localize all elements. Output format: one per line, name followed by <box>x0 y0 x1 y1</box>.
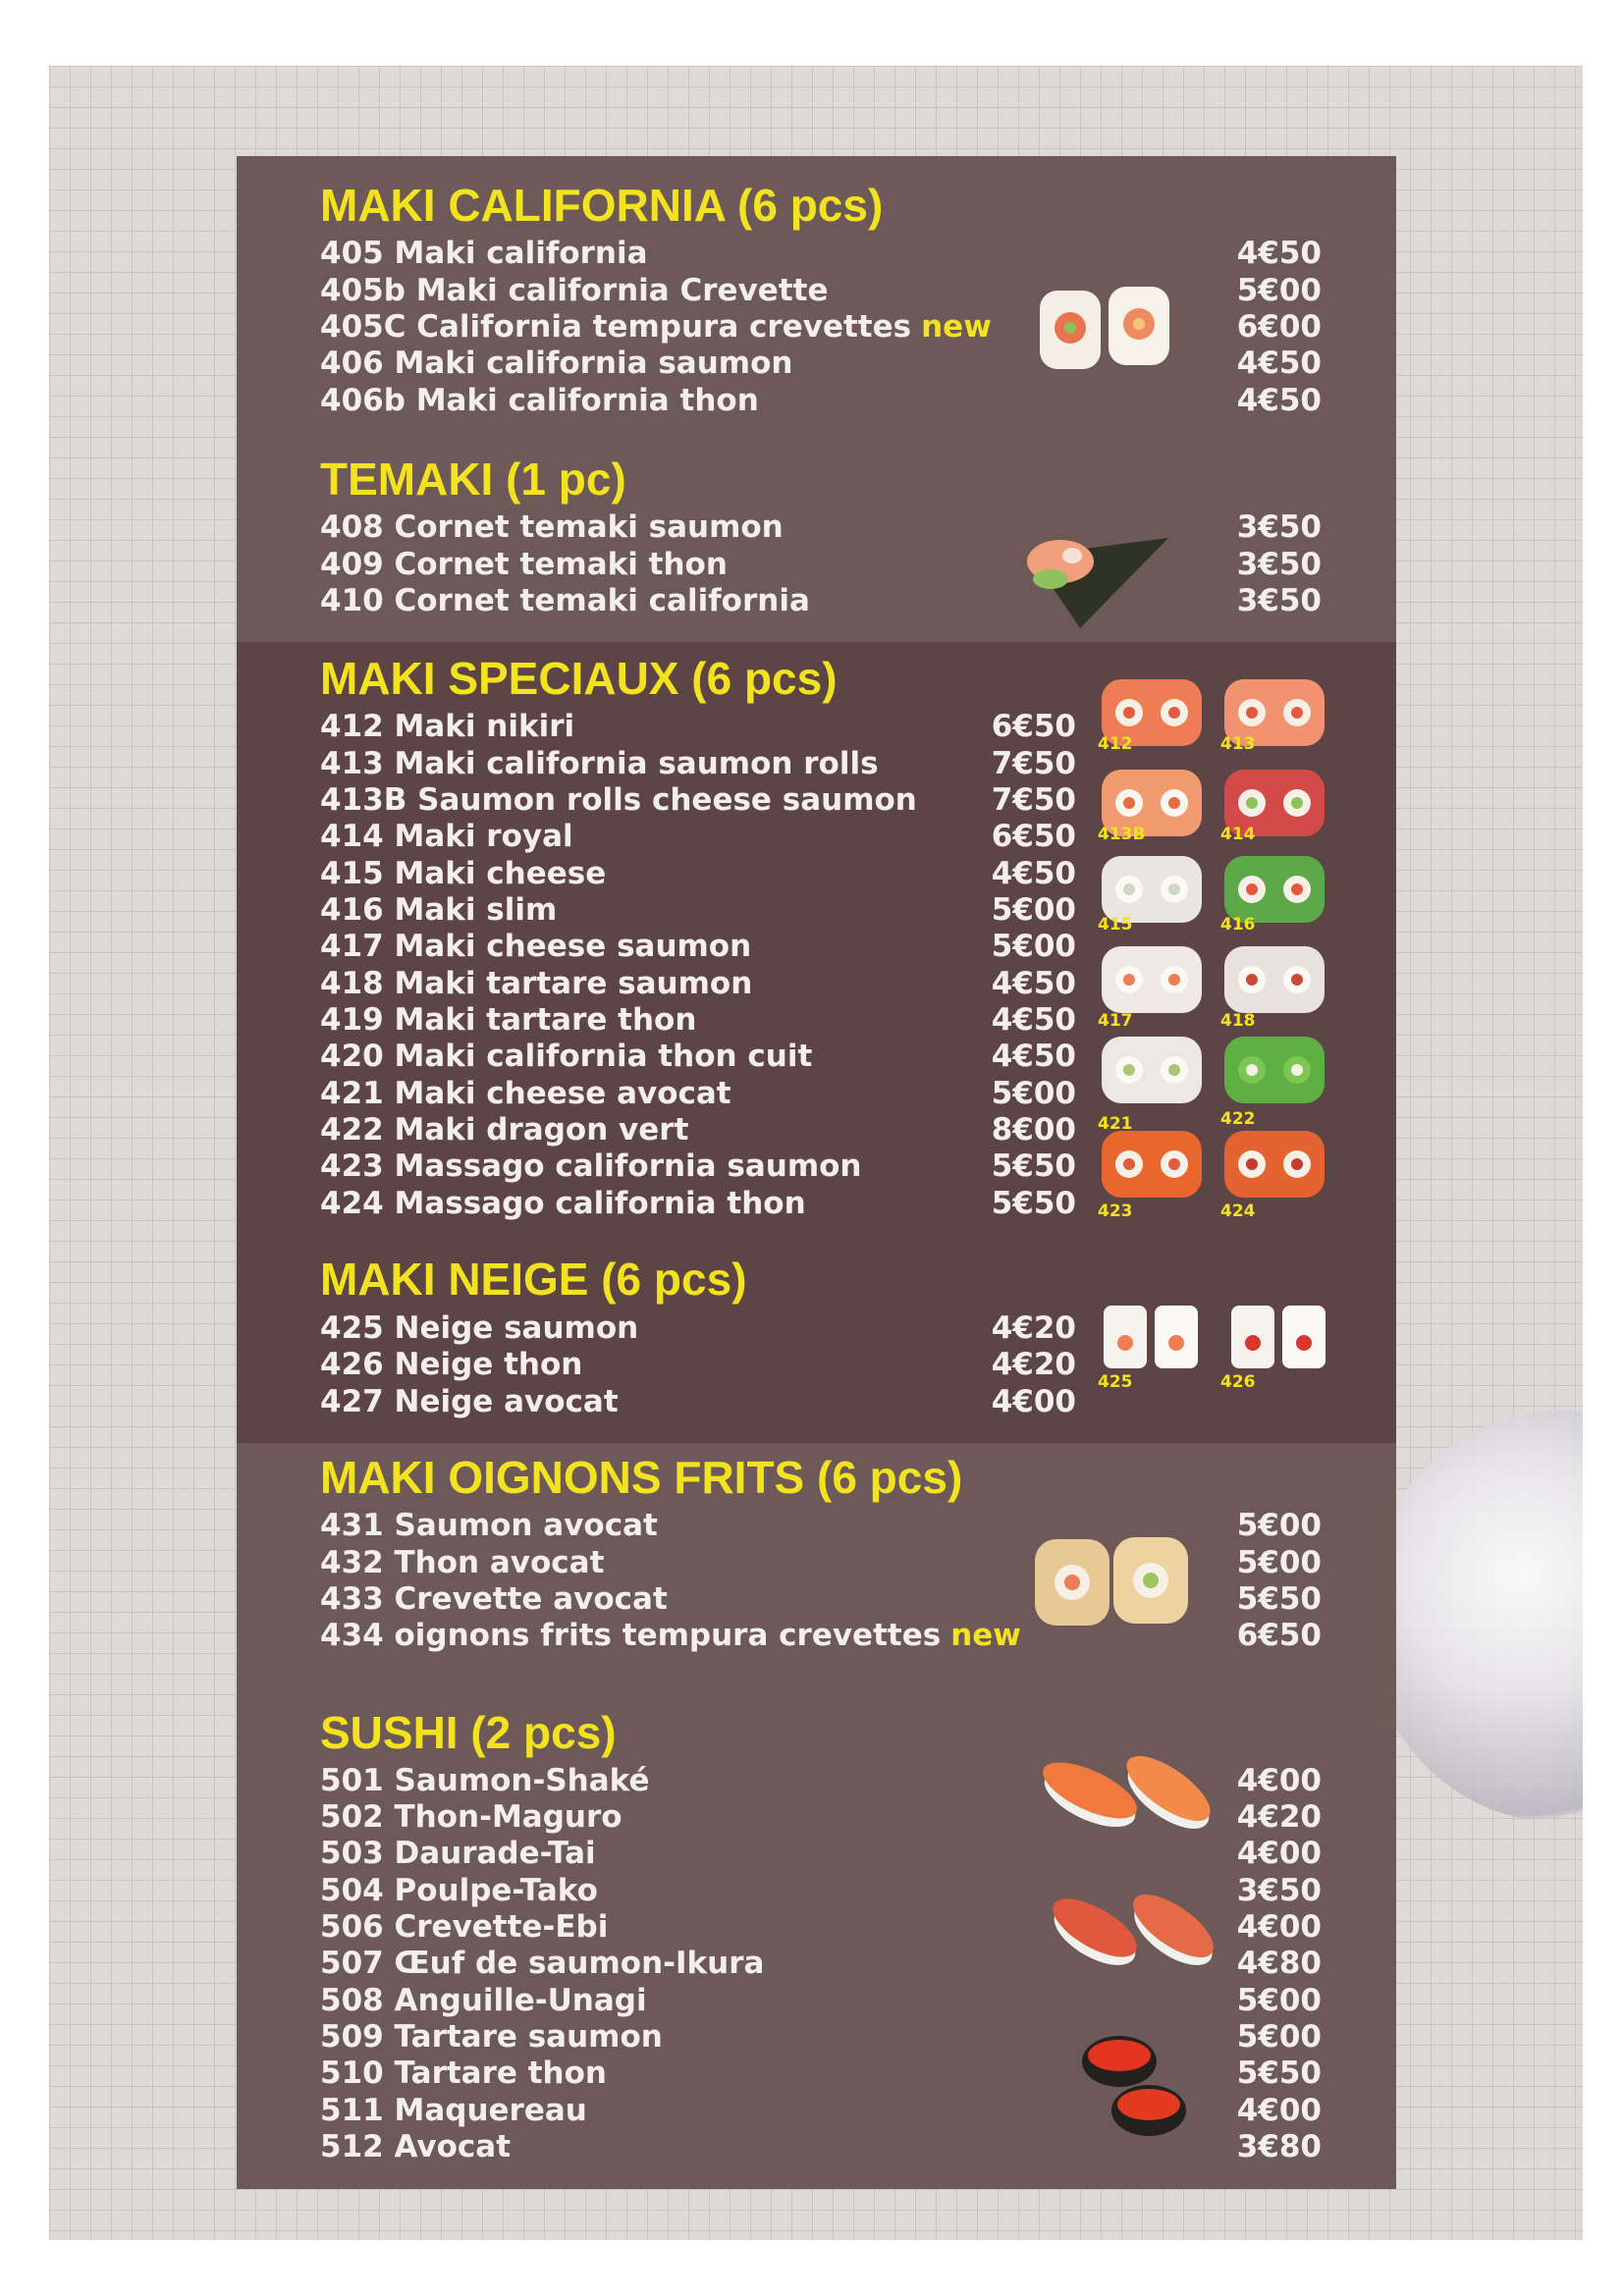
item-name: 508 Anguille-Unagi <box>320 1983 647 2018</box>
maki-photo-423 <box>1098 1125 1206 1203</box>
item-price: 5€00 <box>1236 273 1322 308</box>
item-price: 3€50 <box>1236 583 1322 618</box>
maki-photo-421 <box>1098 1031 1206 1109</box>
item-name: 410 Cornet temaki california <box>320 583 810 618</box>
item-price: 5€50 <box>1236 1581 1322 1617</box>
item-price: 5€00 <box>1236 1983 1322 2018</box>
item-price: 4€50 <box>991 1002 1076 1038</box>
menu-item <box>320 746 1076 781</box>
item-name: 506 Crevette-Ebi <box>320 1909 609 1945</box>
menu-item <box>320 782 1076 818</box>
item-price: 4€00 <box>1236 1836 1322 1871</box>
photo-tag: 416 <box>1220 915 1256 934</box>
item-name: 405 Maki california <box>320 236 648 271</box>
item-price: 3€50 <box>1236 509 1322 545</box>
menu-item <box>320 709 1076 744</box>
item-price: 5€00 <box>1236 1508 1322 1543</box>
menu-item <box>320 383 1322 418</box>
item-name: 417 Maki cheese saumon <box>320 929 752 964</box>
photo-tag: 425 <box>1098 1372 1133 1392</box>
item-price: 5€50 <box>1236 2056 1322 2091</box>
item-name: 502 Thon-Maguro <box>320 1799 622 1835</box>
menu-item <box>320 966 1076 1001</box>
sushi-ikura-photo <box>1070 2022 1198 2150</box>
photo-tag: 421 <box>1098 1114 1133 1134</box>
section-title-temaki: TEMAKI (1 pc) <box>320 454 626 505</box>
maki-photo-417 <box>1098 940 1206 1019</box>
section-title-maki-neige: MAKI NEIGE (6 pcs) <box>320 1254 747 1305</box>
item-price: 4€00 <box>991 1384 1076 1419</box>
item-price: 6€50 <box>991 819 1076 854</box>
section-title-maki-california: MAKI CALIFORNIA (6 pcs) <box>320 180 884 231</box>
item-price: 8€00 <box>991 1112 1076 1148</box>
item-name: 422 Maki dragon vert <box>320 1112 689 1148</box>
item-price: 7€50 <box>991 746 1076 781</box>
menu-item <box>320 236 1322 271</box>
maki-california-photo <box>1036 281 1173 375</box>
section-title-sushi: SUSHI (2 pcs) <box>320 1707 617 1758</box>
photo-tag: 418 <box>1220 1011 1256 1031</box>
item-price: 7€50 <box>991 782 1076 818</box>
item-price: 6€50 <box>991 709 1076 744</box>
item-price: 4€50 <box>991 966 1076 1001</box>
item-name: 406 Maki california saumon <box>320 346 793 381</box>
item-price: 5€00 <box>1236 1545 1322 1580</box>
item-price: 5€50 <box>991 1186 1076 1221</box>
maki-photo-424 <box>1220 1125 1328 1203</box>
photo-tag: 413 <box>1220 734 1256 754</box>
item-price: 5€00 <box>991 1076 1076 1111</box>
item-name: 414 Maki royal <box>320 819 573 854</box>
item-name: 416 Maki slim <box>320 892 558 928</box>
menu-item <box>320 1002 1076 1038</box>
item-name: 427 Neige avocat <box>320 1384 619 1419</box>
item-name: 421 Maki cheese avocat <box>320 1076 731 1111</box>
photo-tag: 424 <box>1220 1201 1256 1221</box>
item-name: 415 Maki cheese <box>320 856 607 891</box>
item-name: 433 Crevette avocat <box>320 1581 668 1617</box>
menu-item <box>320 929 1076 964</box>
item-name: 432 Thon avocat <box>320 1545 605 1580</box>
item-price: 4€50 <box>1236 346 1322 381</box>
item-name: 503 Daurade-Tai <box>320 1836 596 1871</box>
item-name: 408 Cornet temaki saumon <box>320 509 784 545</box>
photo-tag: 414 <box>1220 825 1256 844</box>
item-name: 431 Saumon avocat <box>320 1508 658 1543</box>
item-name: 434 oignons frits tempura crevettes new <box>320 1618 1021 1653</box>
maki-photo-418 <box>1220 940 1328 1019</box>
item-name: 509 Tartare saumon <box>320 2019 663 2055</box>
item-price: 4€50 <box>1236 236 1322 271</box>
menu-item <box>320 1310 1076 1346</box>
item-name: 425 Neige saumon <box>320 1310 639 1346</box>
item-name: 420 Maki california thon cuit <box>320 1039 813 1074</box>
photo-tag: 412 <box>1098 734 1133 754</box>
item-name: 406b Maki california thon <box>320 383 759 418</box>
item-price: 4€50 <box>991 856 1076 891</box>
item-price: 3€50 <box>1236 1873 1322 1908</box>
maki-neige-photo-425 <box>1098 1298 1206 1376</box>
item-name: 512 Avocat <box>320 2129 512 2164</box>
item-price: 4€00 <box>1236 2093 1322 2128</box>
item-name: 405b Maki california Crevette <box>320 273 829 308</box>
decorative-bowl-image <box>1365 1411 1583 1823</box>
item-name: 511 Maquereau <box>320 2093 587 2128</box>
item-name: 405C California tempura crevettes new <box>320 309 992 345</box>
item-price: 4€80 <box>1236 1946 1322 1981</box>
item-name: 507 Œuf de saumon-Ikura <box>320 1946 765 1981</box>
item-price: 4€50 <box>991 1039 1076 1074</box>
menu-item <box>320 1983 1322 2018</box>
item-price: 3€50 <box>1236 547 1322 582</box>
menu-item <box>320 1039 1076 1074</box>
menu-item <box>320 1186 1076 1221</box>
item-price: 6€50 <box>1236 1618 1322 1653</box>
maki-oignons-photo <box>1031 1531 1193 1629</box>
sushi-tuna-photo <box>1041 1885 1227 1983</box>
item-name: 424 Massago california thon <box>320 1186 806 1221</box>
item-price: 5€00 <box>1236 2019 1322 2055</box>
item-name: 412 Maki nikiri <box>320 709 575 744</box>
photo-tag: 415 <box>1098 915 1133 934</box>
item-name: 418 Maki tartare saumon <box>320 966 753 1001</box>
menu-item <box>320 1112 1076 1148</box>
new-badge: new <box>921 309 992 345</box>
maki-neige-photo-426 <box>1225 1298 1333 1376</box>
menu-item <box>320 1384 1076 1419</box>
menu-item <box>320 1148 1076 1184</box>
menu-item <box>320 892 1076 928</box>
section-title-maki-oignons-frits: MAKI OIGNONS FRITS (6 pcs) <box>320 1452 963 1503</box>
menu-item <box>320 856 1076 891</box>
photo-tag: 426 <box>1220 1372 1256 1392</box>
menu-item <box>320 819 1076 854</box>
item-name: 501 Saumon-Shaké <box>320 1763 650 1798</box>
item-name: 504 Poulpe-Tako <box>320 1873 598 1908</box>
item-price: 5€00 <box>991 929 1076 964</box>
item-name: 413B Saumon rolls cheese saumon <box>320 782 917 818</box>
item-price: 5€50 <box>991 1148 1076 1184</box>
item-name: 426 Neige thon <box>320 1347 583 1382</box>
section-title-maki-speciaux: MAKI SPECIAUX (6 pcs) <box>320 653 838 704</box>
photo-tag: 413B <box>1098 825 1146 844</box>
item-price: 3€80 <box>1236 2129 1322 2164</box>
item-price: 5€00 <box>991 892 1076 928</box>
item-price: 4€20 <box>1236 1799 1322 1835</box>
sushi-salmon-photo <box>1036 1747 1222 1845</box>
new-badge: new <box>950 1618 1021 1653</box>
item-price: 4€20 <box>991 1347 1076 1382</box>
photo-tag: 422 <box>1220 1109 1256 1129</box>
item-name: 409 Cornet temaki thon <box>320 547 728 582</box>
item-price: 4€00 <box>1236 1763 1322 1798</box>
item-name: 419 Maki tartare thon <box>320 1002 697 1038</box>
photo-tag: 423 <box>1098 1201 1133 1221</box>
item-price: 4€50 <box>1236 383 1322 418</box>
item-name: 413 Maki california saumon rolls <box>320 746 879 781</box>
temaki-cone-photo <box>1021 516 1178 632</box>
menu-item <box>320 1076 1076 1111</box>
item-name: 510 Tartare thon <box>320 2056 607 2091</box>
item-price: 4€20 <box>991 1310 1076 1346</box>
menu-item <box>320 1347 1076 1382</box>
item-name: 423 Massago california saumon <box>320 1148 862 1184</box>
item-price: 4€00 <box>1236 1909 1322 1945</box>
maki-photo-422 <box>1220 1031 1328 1109</box>
item-price: 6€00 <box>1236 309 1322 345</box>
photo-tag: 417 <box>1098 1011 1133 1031</box>
